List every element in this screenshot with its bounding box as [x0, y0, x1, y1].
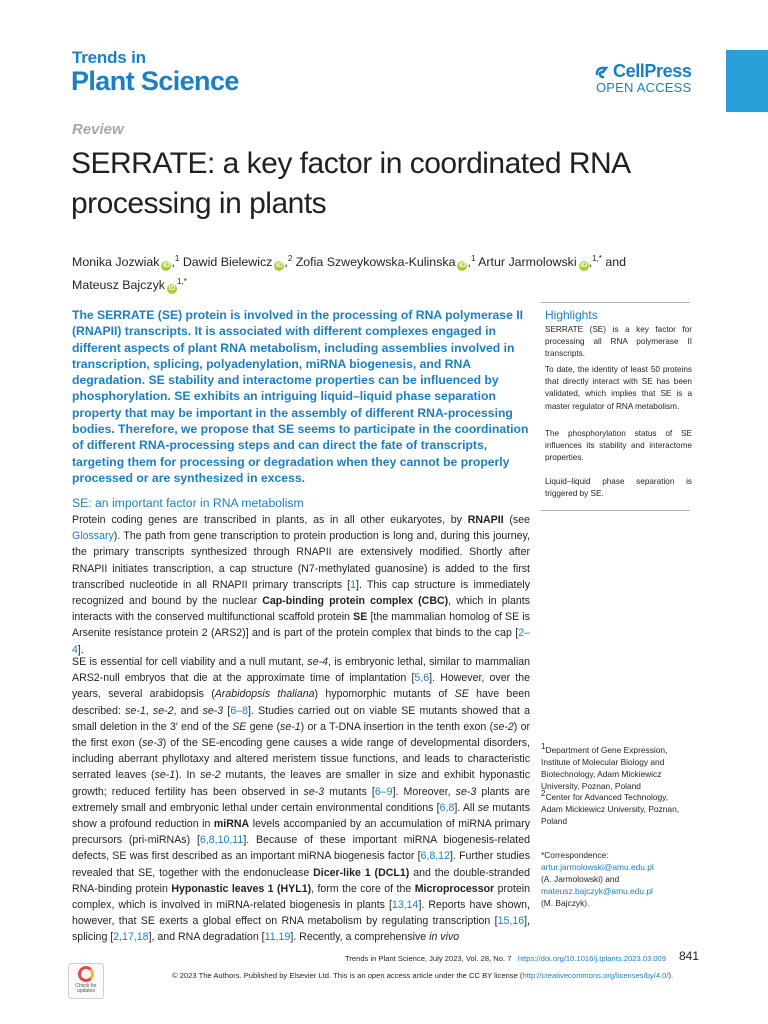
journal-citation: Trends in Plant Science, July 2023, Vol. 28, No. 7	[345, 954, 512, 963]
reference-link[interactable]: 2–4	[72, 627, 530, 656]
reference-link[interactable]: 6,8	[439, 801, 455, 814]
reference-link[interactable]: 1	[350, 578, 357, 591]
and-word: and	[605, 255, 627, 270]
orcid-icon[interactable]: iD	[162, 262, 170, 270]
orcid-icon[interactable]: iD	[275, 262, 283, 270]
highlights-title: Highlights	[545, 308, 598, 322]
correspondent-name: (M. Bajczyk).	[541, 898, 590, 909]
author-name[interactable]: Zofia Szweykowska-Kulinska	[295, 255, 456, 270]
body-paragraph: SE is essential for cell viability and a null mutant, se-4, is embryonic lethal, similar to mammalian ARS2-null embryos that die at the approximate time of implantation [5,6]. However, over the years, several arabidopsis (Arabidopsis thaliana) hypomorphic mutants of SE have been described: se-1, se-2, and se-3 [6–8]. Studies carried out on viable SE mutants showed that a small deletion in the 3′ end of the SE gene (se-1) or a T-DNA insertion in the tenth exon (se-2) or the first exon (se-3) of the SE-encoding gene causes a wide range of developmental disorders, including aberrant phyllotaxy and altered meristem tissue functions, and leads to characteristic serrated leaves (se-1). In se-2 mutants, the leaves are smaller in size and exhibit hyponastic growth; reduced fertility has been observed in se-3 mutants [6–9]. Moreover, se-3 plants are extremely small and embryonic lethal under certain environmental conditions [6,8]. All se mutants show a profound reduction in miRNA levels accompanied by an accumulation of miRNA primary precursors (pri-miRNAs) [6,8,10,11]. Because of these important miRNA biogenesis-related defects, SE was first described as an important miRNA biogenesis factor [6,8,12]. Further studies revealed that SE, together with the endonuclease Dicer-like 1 (DCL1) and the double-stranded RNA-binding protein Hyponastic leaves 1 (HYL1), form the core of the Microprocessor protein complex, which is involved in miRNA-related biogenesis in plants [13,14]. Reports have shown, however, that SE exerts a global effect on RNA metabolism by regulating transcription [15,16], splicing [2,17,18], and RNA degradation [11,19]. Recently, a comprehensive in vivo	[72, 656, 531, 944]
cellpress-logo[interactable]	[594, 61, 691, 82]
orcid-icon[interactable]: iD	[580, 262, 588, 270]
author-affiliation: 2	[287, 254, 293, 263]
orcid-icon[interactable]: iD	[168, 285, 176, 293]
check-for-updates-badge[interactable]	[68, 963, 104, 999]
correspondence-label: *Correspondence:	[541, 850, 609, 860]
author-affiliation: 1	[174, 254, 180, 263]
email-link[interactable]: mateusz.bajczyk@amu.edu.pl	[541, 886, 653, 897]
affiliation-1	[541, 741, 691, 792]
article-title: SERRATE: a key factor in coordinated RNA processing in plants	[71, 147, 630, 220]
orcid-icon[interactable]: iD	[458, 262, 466, 270]
license-link[interactable]: http://creativecommons.org/licenses/by/4.0/	[522, 971, 669, 980]
highlights-bottom-rule	[540, 510, 690, 511]
section-heading: SE: an important factor in RNA metabolism	[72, 496, 304, 510]
journal-name-line2: Plant Science	[71, 66, 239, 96]
cellpress-mark-icon	[594, 64, 610, 80]
author-name[interactable]: Mateusz Bajczyk	[72, 278, 165, 293]
reference-link[interactable]: 6,8,12	[420, 850, 450, 863]
highlight-item: Liquid–liquid phase separation is triggered by SE.	[545, 477, 692, 499]
affiliation-text: Department of Gene Expression, Institute of Molecular Biology and Biotechnology, Adam Mickiewicz University, Poznan, Poland	[541, 744, 668, 792]
journal-name-line1: Trends in	[72, 48, 146, 67]
affiliation-number: 2	[541, 789, 546, 798]
page-number: 841	[679, 949, 700, 963]
glossary-link[interactable]: Glossary	[72, 530, 114, 543]
reference-link[interactable]: 13,14	[391, 899, 419, 912]
affiliation-2	[541, 788, 691, 827]
publisher-name: CellPress	[613, 61, 692, 81]
doi-link[interactable]: https://doi.org/10.1016/j.tplants.2023.03.009	[517, 954, 667, 963]
correspondence	[541, 849, 691, 909]
body-paragraph: Protein coding genes are transcribed in plants, as in all other eukaryotes, by RNAPII (see Glossary). The path from gene transcription to protein production is long and, during this journey, the primary transcripts synthesized through RNAPII are extensively modified. Shortly after RNAPII initiates transcription, a cap structure (N7-methylated guanosine) is added to the first transcribed nucleotide in all RNAPII primary transcripts [1]. This cap structure is immediately recognized and bound by the nuclear Cap-binding protein complex (CBC), which in plants interacts with the conserved multifunctional scaffold protein SE [the mammalian homolog of SE is Arsenite resistance protein 2 (ARS2)] and is part of the protein complex that binds to the cap [2–4].	[72, 514, 531, 656]
abstract: The SERRATE (SE) protein is involved in the processing of RNA polymerase II (RNAPII) transcripts. It is associated with different complexes engaged in different aspects of plant RNA metabolism, including assemblies involved in transcription, splicing, polyadenylation, miRNA biogenesis, and RNA degradation. SE stability and interactome properties can be influenced by phosphorylation. SE exhibits an intriguing liquid–liquid phase separation property that may be important in the assembly of different RNA-processing bodies. Therefore, we propose that SE seems to participate in the coordination of different RNA-processing steps and can direct the fate of transcripts, targeting them for processing or degradation when they cannot be properly processed or are synthesized in excess.	[72, 308, 529, 485]
license-line	[172, 971, 673, 980]
open-access-label: OPEN ACCESS	[596, 80, 692, 95]
citation-line	[345, 954, 666, 963]
author-name[interactable]: Monika Jozwiak	[72, 255, 160, 270]
reference-link[interactable]: 6,8,10,11	[199, 834, 244, 847]
author-affiliation: 1	[470, 254, 476, 263]
journal-color-tab	[726, 50, 768, 112]
reference-link[interactable]: 2,17,18	[113, 931, 149, 944]
highlight-item: To date, the identity of least 50 proteins that directly interact with SE has been validated, which implies that SE is a master regulator of RNA metabolism.	[545, 365, 692, 411]
reference-link[interactable]: 5,6	[414, 672, 430, 685]
correspondent-name: (A. Jarmolowski) and	[541, 874, 620, 885]
author-affiliation: 1,*	[176, 277, 187, 287]
author-name[interactable]: Artur Jarmolowski	[478, 255, 577, 270]
check-for-updates-icon	[78, 966, 94, 982]
author-name[interactable]: Dawid Bielewicz	[182, 255, 273, 270]
license-text: © 2023 The Authors. Published by Elsevier Ltd. This is an open access article under the CC BY license (	[172, 971, 523, 980]
reference-link[interactable]: 6–8	[230, 704, 249, 717]
reference-link[interactable]: 15,16	[497, 915, 525, 928]
reference-link[interactable]: 6–9	[374, 785, 393, 798]
highlight-item: SERRATE (SE) is a key factor for processing all RNA polymerase II transcripts.	[545, 325, 692, 359]
affiliation-number: 1	[541, 742, 546, 751]
author-list: Monika Jozwiak iD ,$^1$ Dawid Bielewicz iD ,$^2$ Zofia Szweykowska-Kulinska iD ,$^1$ Artur Jarmolowski iD ,$^{1,*}$ and Mateusz Bajczyk $iD^{1,*}$	[72, 254, 627, 293]
highlights-top-rule	[540, 302, 690, 303]
highlight-item: The phosphorylation status of SE influences its stability and interactome properties.	[545, 429, 692, 463]
badge-label: Check for updates	[75, 983, 97, 994]
article-type: Review	[72, 121, 124, 138]
affiliation-text: Center for Advanced Technology, Adam Mickiewicz University, Poznan, Poland	[541, 791, 680, 826]
author-affiliation: 1,*	[592, 254, 602, 263]
reference-link[interactable]: 11,19	[264, 931, 291, 944]
email-link[interactable]: artur.jarmolowski@amu.edu.pl	[541, 862, 654, 873]
license-text-end: ).	[668, 971, 674, 980]
